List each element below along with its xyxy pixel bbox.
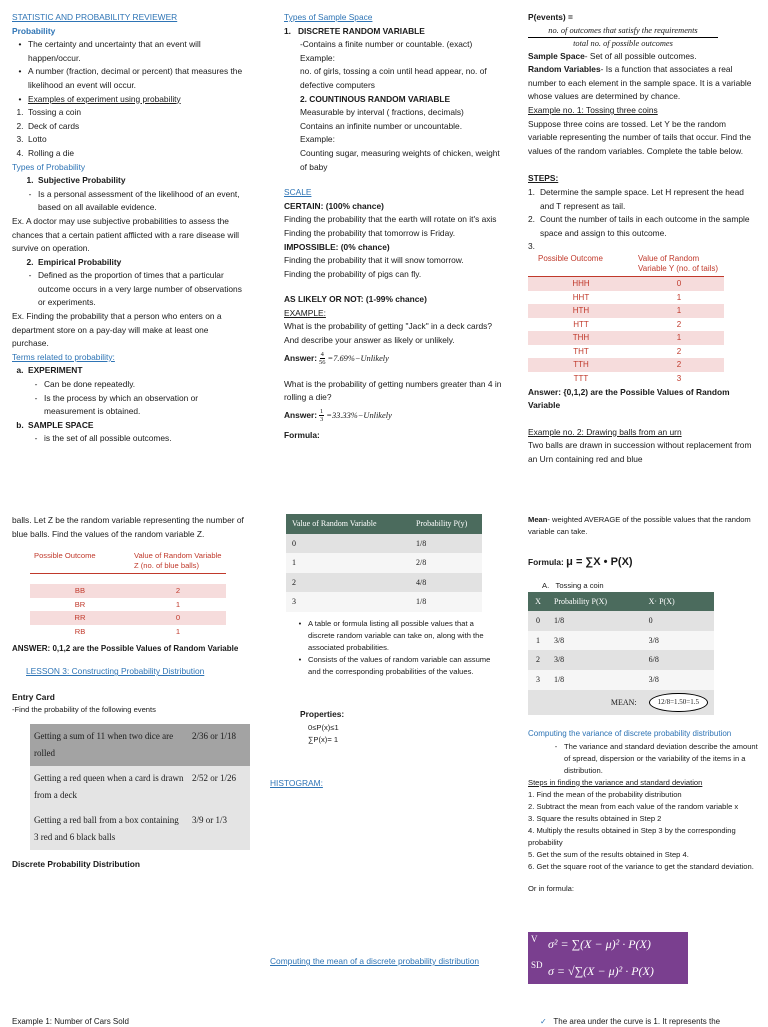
certain-heading: CERTAIN: (100% chance) <box>284 200 384 211</box>
table-cell: 0 <box>643 611 714 631</box>
example-label: Example: <box>300 52 335 63</box>
discrete-example: no. of girls, tossing a coin until head appear, no. of defective computers <box>300 66 487 90</box>
table-row <box>528 631 714 651</box>
empirical-definition: - Defined as the proportion of times that a particular outcome occurs in a very large number of observations or experiments. <box>28 270 242 308</box>
table-cell: 3 <box>286 592 410 612</box>
step-item: 2. Count the number of tails in each outcome in the sample space and assign to this outcome. <box>528 214 750 238</box>
list-item: 4. Rolling a die <box>16 147 75 158</box>
table-cell: BB <box>30 584 130 598</box>
table-row <box>528 358 724 372</box>
table-cell: HHT <box>528 291 634 305</box>
table-cell: 1 <box>286 553 410 573</box>
sample-space-point: - is the set of all possible outcomes. <box>34 433 172 444</box>
balls-text: balls. Let Z be the random variable representing the number of blue balls. Find the values of the random variable Z. <box>12 515 244 539</box>
table-cell: 2 <box>130 584 226 598</box>
mean-definition: Mean- weighted AVERAGE of the possible values that the random variable can take. <box>528 515 751 536</box>
answer-2: Answer: $\frac{1}{3}$ =33.33%−Unlikely <box>284 408 392 424</box>
table-row <box>30 584 226 598</box>
column-1 <box>12 11 244 446</box>
table-row <box>528 611 714 631</box>
experiment-title: a. EXPERIMENT <box>16 365 83 376</box>
table-row <box>30 724 250 766</box>
probability-table: Value of Random Variable Probability P(y) 0 1/8 1 2/8 2 4/8 3 1/8 <box>286 514 482 612</box>
discrete-title: 1. DISCRETE RANDOM VARIABLE <box>284 25 425 36</box>
table-cell: 1/8 <box>548 670 643 690</box>
fraction: $\frac{4}{56}$ <box>319 351 326 367</box>
subjective-example: Ex. A doctor may use subjective probabilities to assess the chances that a certain patient afflicted with a rare disease will survive on operation. <box>12 215 240 254</box>
bullet-item: • Examples of experiment using probability <box>18 93 181 104</box>
variance-heading: Computing the variance of discrete probability distribution <box>528 729 732 739</box>
mean-formula: Formula: μ = ∑X • P(X) <box>528 556 633 568</box>
mean-value: 12/8=1.50=1.5 <box>649 693 708 713</box>
table-row <box>528 318 724 332</box>
footer-note: ✓ The area under the curve is 1. It represents the <box>540 1017 721 1026</box>
impossible-example: Finding the probability of pigs can fly. <box>284 268 422 279</box>
table-row <box>30 625 226 639</box>
table-cell: 2 <box>528 650 548 670</box>
table-row <box>528 304 724 318</box>
variance-steps <box>528 789 758 873</box>
table-cell: 1 <box>130 625 226 639</box>
step-3: 3. <box>528 241 535 252</box>
table-row <box>528 372 724 386</box>
mean-table: X Probability P(X) X· P(X) 0 1/8 0 1 3/8 3/8 2 3/8 6/8 3 1/8 3/8 MEAN: 12/8=1.50=1.5 <box>528 592 714 716</box>
variance-label: V <box>531 934 538 944</box>
formula-label: Formula: <box>284 429 320 440</box>
table-cell: 2 <box>634 345 724 359</box>
table-cell: RB <box>30 625 130 639</box>
table-cell: 1/8 <box>548 611 643 631</box>
table-row <box>528 276 724 290</box>
experiment-point: - Can be done repeatedly. <box>34 379 136 390</box>
p-events: P(events) = <box>528 12 573 22</box>
histogram-link[interactable]: HISTOGRAM: <box>270 778 323 788</box>
table-cell: 2 <box>634 318 724 332</box>
table-row <box>528 331 724 345</box>
certain-example: Finding the probability that tomorrow is Friday. <box>284 227 456 238</box>
table-cell: 1/8 <box>410 534 482 554</box>
certain-example: Finding the probability that the earth will rotate on it's axis <box>284 214 497 225</box>
discrete-desc: -Contains a finite number or countable. (exact) <box>300 39 473 50</box>
table-cell: 0 <box>130 611 226 625</box>
experiment-point: - Is the process by which an observation or measurement is obtained. <box>34 392 199 417</box>
step-item: 6. Get the square root of the variance to get the standard deviation. <box>528 861 754 871</box>
table-cell: 2 <box>634 358 724 372</box>
table-row <box>528 345 724 359</box>
outcome-table-y: Possible Outcome Value of Random Variable Y (no. of tails) HHH 0 HHT 1 HTH 1 HTT 2 THH 1 THT 2 TTH 2 TTT 3 <box>528 254 724 386</box>
table-cell: 1 <box>634 291 724 305</box>
table-cell: HTT <box>528 318 634 332</box>
table-cell: 2/8 <box>410 553 482 573</box>
likely-heading: AS LIKELY OR NOT: (1-99% chance) <box>284 294 427 305</box>
bullet-item: • A number (fraction, decimal or percent) that measures the likelihood an event will occur. <box>18 66 243 90</box>
or-formula: Or in formula: <box>528 883 574 893</box>
table-cell: RR <box>30 611 130 625</box>
answer-y: Answer: {0,1,2) are the Possible Values of Random Variable <box>528 386 730 410</box>
step-item: 1. Find the mean of the probability distribution <box>528 789 682 799</box>
table-cell: Getting a red ball from a box containing 3 red and 6 black balls <box>30 808 188 850</box>
table-cell: THH <box>528 331 634 345</box>
table-cell: 0 <box>528 611 548 631</box>
empirical-title: 2. Empirical Probability <box>26 256 122 267</box>
dpd-heading: Discrete Probability Distribution <box>12 859 140 870</box>
variance-formula: σ² = ∑(X − μ)² · P(X) <box>548 937 651 951</box>
table-cell: HHH <box>528 276 634 290</box>
example-1-title: Example no. 1: Tossing three coins <box>528 104 658 115</box>
table-row <box>30 808 250 850</box>
property-1: 0≤P(x)≤1 <box>308 722 339 732</box>
table-cell: BR <box>30 598 130 612</box>
example-cars: Example 1: Number of Cars Sold <box>12 1017 129 1026</box>
table-cell: HTH <box>528 304 634 318</box>
table-cell: 0 <box>286 534 410 554</box>
continuous-example: Counting sugar, measuring weights of chicken, weight of baby <box>300 147 500 172</box>
table-row <box>528 291 724 305</box>
step-item: 1. Determine the sample space. Let H represent the head and T represent as tail. <box>528 186 744 211</box>
table-cell: 3/8 <box>643 631 714 651</box>
table-cell: TTH <box>528 358 634 372</box>
sd-formula: σ = √∑(X − μ)² · P(X) <box>548 964 654 978</box>
random-variables-def: Random Variables- Is a function that associates a real number to each element in the sample space. It is a variable whose values are determined by chance. <box>528 64 752 102</box>
answer-z: ANSWER: 0,1,2 are the Possible Values of Random Variable <box>12 643 239 653</box>
table-row <box>286 553 482 573</box>
impossible-heading: IMPOSSIBLE: (0% chance) <box>284 241 390 252</box>
variance-description: - The variance and standard deviation describe the amount of spread, dispersion or the variability of the items in a distribution. <box>554 741 758 775</box>
toss-title: A. Tossing a coin <box>542 580 604 590</box>
example-2-text: Two balls are drawn in succession without replacement from an Urn containing red and blue <box>528 440 752 464</box>
table-cell: 1 <box>528 631 548 651</box>
steps-heading: STEPS: <box>528 173 559 184</box>
step-item: 5. Get the sum of the results obtained in Step 4. <box>528 849 689 859</box>
table-cell: 1 <box>634 331 724 345</box>
table-row <box>528 650 714 670</box>
properties-heading: Properties: <box>300 708 345 719</box>
table-cell: 3 <box>528 670 548 690</box>
step-item: 4. Multiply the results obtained in Step 3 by the corresponding probability <box>528 825 736 847</box>
table-cell: 2/52 or 1/26 <box>188 766 250 808</box>
table-cell: TTT <box>528 372 634 386</box>
continuous-desc: Measurable by interval ( fractions, decimals) <box>300 107 464 118</box>
scale-heading: SCALE <box>284 187 312 198</box>
lesson-3-link[interactable]: LESSON 3: Constructing Probability Distribution <box>26 666 205 677</box>
table-cell: 3/9 or 1/3 <box>188 808 250 850</box>
example-caps: EXAMPLE: <box>284 307 326 318</box>
table-cell: 4/8 <box>410 573 482 593</box>
table-cell: Getting a sum of 11 when two dice are rolled <box>30 724 188 766</box>
example-2-title: Example no. 2: Drawing balls from an urn <box>528 426 682 437</box>
check-icon: ✓ <box>540 1017 547 1026</box>
bullet-item: • The certainty and uncertainty that an event will happen/occur. <box>18 39 201 63</box>
table-cell: 1/8 <box>410 592 482 612</box>
outcome-table-z: Possible Outcome Value of Random Variable Z (no. of blue balls) BB 2 BR 1 RR 0 RB 1 <box>30 551 226 638</box>
sample-space-title: b. SAMPLE SPACE <box>16 419 94 430</box>
list-item: 3. Lotto <box>16 134 47 145</box>
property-2: ∑P(x)= 1 <box>308 734 339 744</box>
entry-card-sub: -Find the probability of the following events <box>12 705 156 715</box>
terms-heading: Terms related to probability: <box>12 351 115 362</box>
continuous-desc: Contains an infinite number or uncountable. <box>300 120 463 131</box>
column-1-bottom <box>12 514 244 872</box>
table-cell: 3 <box>634 372 724 386</box>
example-1-text: Suppose three coins are tossed. Let Y be the random variable representing the number of tails that occur. Find the values of the random variables. Complete the table below. <box>528 118 751 156</box>
table-cell: 3/8 <box>548 631 643 651</box>
table-cell: THT <box>528 345 634 359</box>
sample-space-def: Sample Space- Set of all possible outcomes. <box>528 50 697 61</box>
table-row <box>286 534 482 554</box>
table-cell: 6/8 <box>643 650 714 670</box>
table-cell: 3/8 <box>548 650 643 670</box>
question-2: What is the probability of getting numbers greater than 4 in rolling a die? <box>284 378 502 403</box>
subjective-definition: - Is a personal assessment of the likelihood of an event, based on all available evidence. <box>28 188 240 213</box>
example-label: Example: <box>300 134 335 145</box>
step-item: 3. Square the results obtained in Step 2 <box>528 813 662 823</box>
steps-title: Steps in finding the variance and standard deviation <box>528 777 703 787</box>
table-cell: 1 <box>634 304 724 318</box>
step-item: 2. Subtract the mean from each value of the random variable x <box>528 801 739 811</box>
continuous-title: 2. COUNTINOUS RANDOM VARIABLE <box>300 93 451 104</box>
types-sample-space: Types of Sample Space <box>284 12 373 22</box>
impossible-example: Finding the probability that it will snow tomorrow. <box>284 255 464 266</box>
table-cell: 2/36 or 1/18 <box>188 724 250 766</box>
column-3-bottom <box>528 514 758 895</box>
empirical-example: Ex. Finding the probability that a person who enters on a department store on a pay-day will make at least one purchase. <box>12 311 222 349</box>
fraction: $\frac{1}{3}$ <box>320 408 324 424</box>
subjective-title: 1. Subjective Probability <box>26 175 126 186</box>
definition-bullet: • Consists of the values of random variable can assume and the corresponding probabilities of the values. <box>298 654 491 676</box>
definition-bullet: • A table or formula listing all possible values that a discrete random variable can take on, along with the associated probabilities. <box>298 618 484 652</box>
document-title: STATISTIC AND PROBABILITY REVIEWER <box>12 12 178 22</box>
table-row <box>30 598 226 612</box>
column-2-bottom <box>284 514 502 746</box>
list-item: 1. Tossing a coin <box>16 107 82 118</box>
table-row <box>286 592 482 612</box>
entry-card-table <box>30 724 250 850</box>
probability-fraction: no. of outcomes that satisfy the requirements total no. of possible outcomes <box>528 25 718 50</box>
table-cell: 1 <box>130 598 226 612</box>
table-cell: 2 <box>286 573 410 593</box>
table-row <box>286 573 482 593</box>
column-3 <box>528 11 756 466</box>
table-cell: 0 <box>634 276 724 290</box>
table-row <box>528 670 714 690</box>
question-1: What is the probability of getting "Jack" in a deck cards? And describe your answer as likely or unlikely. <box>284 321 492 346</box>
table-row <box>30 766 250 808</box>
sd-label: SD <box>531 960 543 970</box>
table-row <box>30 611 226 625</box>
computing-mean-link[interactable]: Computing the mean of a discrete probability distribution <box>270 956 480 966</box>
list-item: 2. Deck of cards <box>16 120 80 131</box>
table-cell: 3/8 <box>643 670 714 690</box>
probability-heading: Probability <box>12 25 56 36</box>
entry-card-title: Entry Card <box>12 691 55 702</box>
column-2 <box>284 11 502 442</box>
types-heading: Types of Probability <box>12 161 86 172</box>
answer-1: Answer: $\frac{4}{56}$ =7.69%−Unlikely <box>284 351 389 367</box>
table-cell: Getting a red queen when a card is drawn from a deck <box>30 766 188 808</box>
variance-formula-box <box>528 932 688 984</box>
